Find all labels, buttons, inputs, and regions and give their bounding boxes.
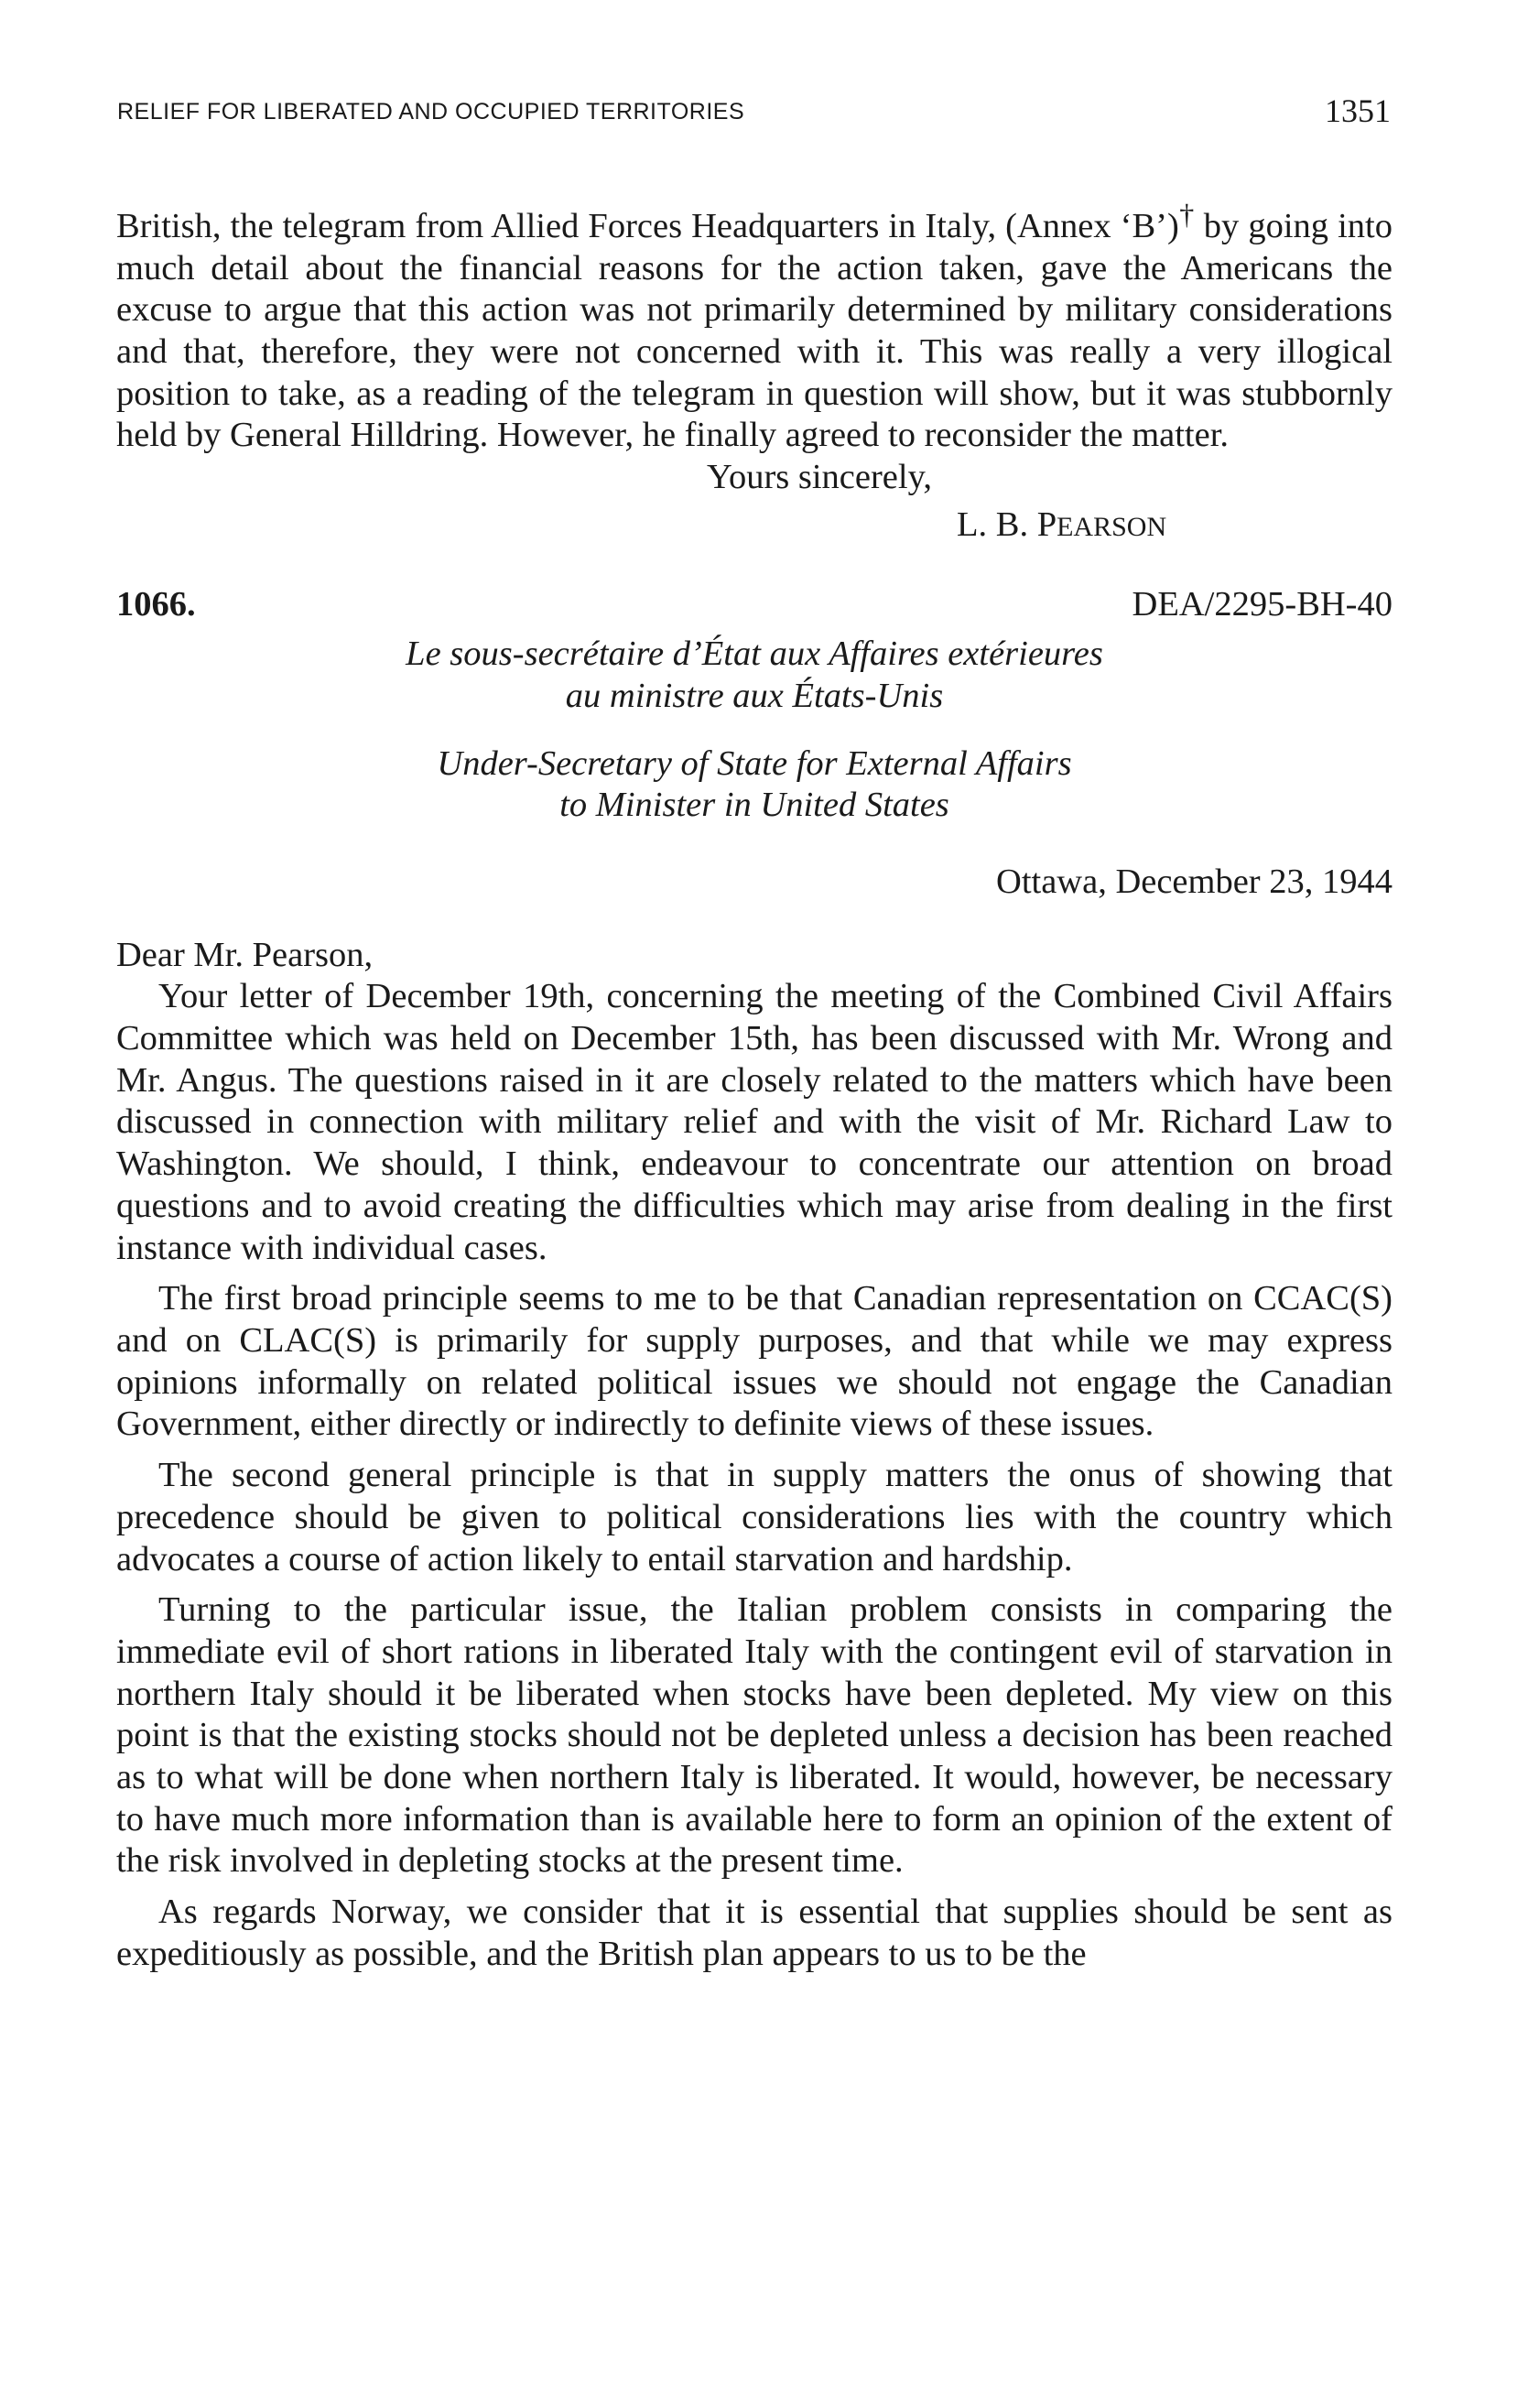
document-number: 1066. <box>116 585 196 624</box>
body-paragraph: As regards Norway, we consider that it is essential that supplies should be sent as expeditiously as possible, and the British plan appears to us to be the <box>116 1893 1393 1973</box>
letter-closing <box>116 457 1393 548</box>
continuation-paragraph <box>116 194 1393 457</box>
document-headings <box>116 634 1393 827</box>
signature <box>116 504 1393 548</box>
continuation-text-end: by going into much detail about the financial reasons for the action taken, gave the Americans the excuse to argue that this action was not primarily determined by military considerations and that, therefore, they were not concerned with it. This was really a very illogical position to take, as a reading of the telegram in question will show, but it was stubbornly held by General Hilldring. However, he finally agreed to reconsider the matter. <box>116 206 1393 455</box>
document-reference: DEA/2295-BH-40 <box>1132 585 1393 624</box>
heading-french-line-1: Le sous-secrétaire d’État aux Affaires extérieures <box>406 635 1103 674</box>
heading-english-line-2: to Minister in United States <box>559 786 949 825</box>
editorial-dagger-mark: † <box>1178 198 1195 231</box>
place-date: Ottawa, December 23, 1944 <box>996 862 1393 901</box>
body-paragraph: Your letter of December 19th, concerning the meeting of the Combined Civil Affairs Committee which was held on December 15th, has been discussed with Mr. Wrong and Mr. Angus. The questions raised in it are closely related to the matters which have been discussed in connection with military relief and with the visit of Mr. Richard Law to Washington. We should, I think, endeavour to concentrate our attention on broad questions and to avoid creating the difficulties which may arise from dealing in the first instance with individual cases. <box>116 977 1393 1267</box>
complimentary-close: Yours sincerely, <box>707 458 932 497</box>
signature-initials: L. B. P <box>957 504 1057 544</box>
heading-english-line-1: Under-Secretary of State for External Affairs <box>437 743 1072 783</box>
continuation-text-start: British, the telegram from Allied Forces Headquarters in Italy, (Annex ‘B’) <box>116 206 1179 245</box>
body-paragraph: The second general principle is that in supply matters the onus of showing that precedence should be given to political considerations lies with the country which advocates a course of action likely to entail starvation and hardship. <box>116 1456 1393 1578</box>
document-header-line <box>116 584 1393 626</box>
salutation: Dear Mr. Pearson, <box>116 935 374 974</box>
heading-french-line-2: au ministre aux États-Unis <box>565 676 944 715</box>
signature-smallcaps: EARSON <box>1057 511 1167 542</box>
page-body <box>116 194 1393 1976</box>
page-number: 1351 <box>1325 92 1391 129</box>
body-paragraph: The first broad principle seems to me to be that Canadian representation on CCAC(S) and on CLAC(S) is primarily for supply purposes, and that while we may express opinions informally on related political issues we should not engage the Canadian Government, either directly or indirectly to definite views of these issues. <box>116 1279 1393 1444</box>
running-head: RELIEF FOR LIBERATED AND OCCUPIED TERRITORIES <box>117 99 745 125</box>
body-paragraph: Turning to the particular issue, the Italian problem consists in comparing the immediate evil of short rations in liberated Italy with the contingent evil of starvation in northern Italy should it be liberated when stocks have been depleted. My view on this point is that the existing stocks should not be depleted unless a decision has been reached as to what will be done when northern Italy is liberated. It would, however, be necessary to have much more information than is available here to form an opinion of the extent of the risk involved in depleting stocks at the present time. <box>116 1590 1393 1881</box>
